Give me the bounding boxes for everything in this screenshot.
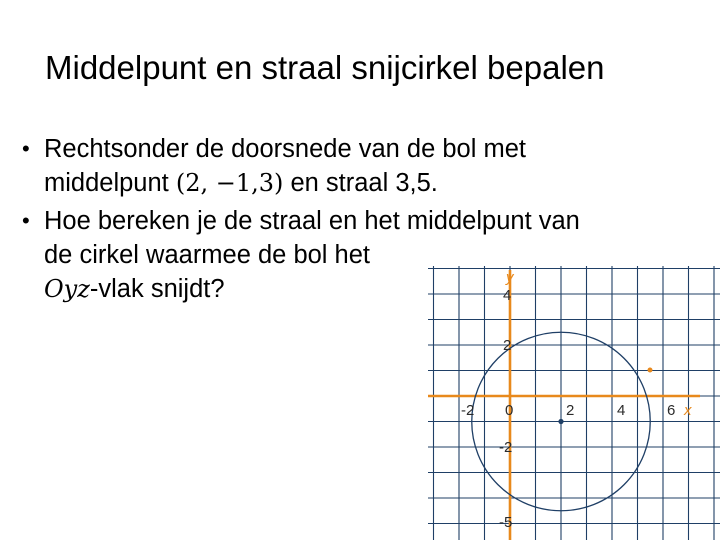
slide-title: Middelpunt en straal snijcirkel bepalen xyxy=(45,49,605,86)
bullet-2-line-2: de cirkel waarmee de bol het xyxy=(44,241,371,269)
y-tick-4: 4 xyxy=(503,287,512,304)
plane-name: Oyz xyxy=(44,275,90,303)
x-tick-4: 4 xyxy=(617,402,626,419)
circle-center-dot xyxy=(558,419,563,424)
x-axis-label: x xyxy=(684,402,692,419)
y-tick--2: -2 xyxy=(499,439,513,456)
y-tick--5: -5 xyxy=(499,514,513,531)
bullet-2-line-3: -vlak snijdt? xyxy=(89,275,225,303)
center-point: (2, −1,3) xyxy=(175,169,284,197)
bullet-1-line-1: Rechtsonder de doorsnede van de bol met xyxy=(44,135,526,163)
x-tick-0: 0 xyxy=(505,402,514,419)
bullet-2-line-1: Hoe bereken je de straal en het middelpunt van xyxy=(44,207,580,235)
tangent-marker-dot xyxy=(648,368,653,373)
y-tick-2: 2 xyxy=(503,337,512,354)
x-tick-2: 2 xyxy=(566,402,575,419)
y-axis-label: y xyxy=(506,269,514,286)
bullet-1-line-2b: en straal 3,5. xyxy=(283,169,438,197)
x-tick-6: 6 xyxy=(667,402,676,419)
x-tick--2: -2 xyxy=(461,402,475,419)
bullet-1-line-2a: middelpunt xyxy=(44,169,176,197)
